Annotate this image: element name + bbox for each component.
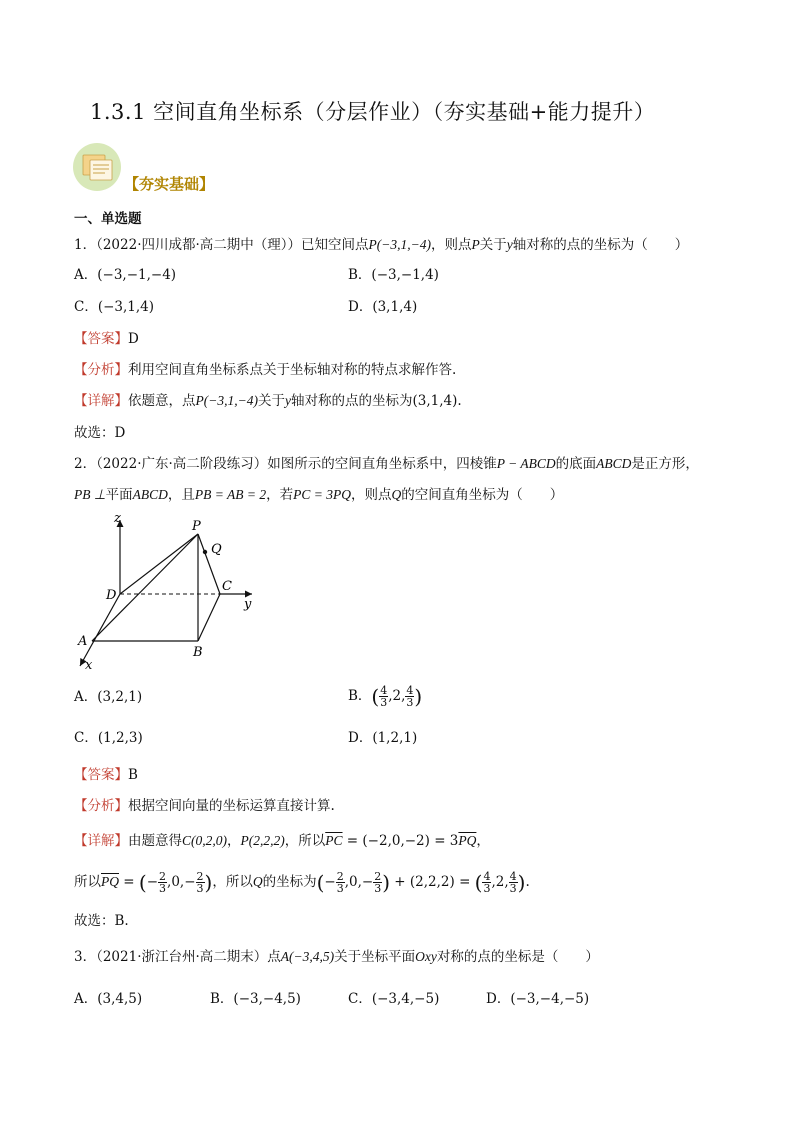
vector-pq: $\overline{PQ}$ [101, 874, 119, 889]
conclusion: 故选：B. [74, 913, 129, 929]
math-point: P(2,2,2) [240, 833, 285, 848]
label-x: x [85, 658, 93, 673]
question-text: ，且 [167, 487, 195, 503]
answer-line [74, 330, 139, 348]
option-value: (−3,4,−5) [371, 991, 440, 1007]
math-var: y [506, 237, 513, 252]
x-axis [80, 594, 120, 666]
math-expr: PB ⊥ [74, 487, 106, 502]
fraction: $\frac{2}{3}$ [196, 870, 204, 895]
math-expr: PC = 3PQ [293, 487, 351, 502]
math-expr: ABCD [132, 487, 168, 502]
option-a[interactable] [74, 688, 142, 706]
question-text: 点 [267, 949, 281, 965]
detail-text: ， [227, 833, 241, 849]
fraction: $\frac{2}{3}$ [374, 870, 382, 895]
detail-line [74, 392, 462, 410]
math-point: C(0,2,0) [182, 833, 227, 848]
math-point: P(−3,1,−4) [195, 393, 258, 408]
option-a[interactable] [74, 266, 176, 284]
option-label: A． [74, 991, 98, 1007]
question-text: ，则点 [350, 487, 392, 503]
pyramid-diagram [72, 508, 262, 678]
option-c[interactable] [74, 298, 154, 316]
detail-text: 由题意得 [128, 833, 182, 849]
pyramid-diagram-svg [72, 508, 262, 678]
question-text: 轴对称的点的坐标为（ ） [512, 237, 689, 253]
detail-text: ，所以 [284, 833, 326, 849]
option-label: D． [348, 299, 373, 315]
math-point: P(−3,1,−4) [368, 237, 432, 252]
option-value: (−3,−4,−5) [510, 991, 590, 1007]
option-value: (3,2,1) [97, 689, 143, 705]
option-label: C． [74, 299, 98, 315]
math-expr: PB = AB = 2 [194, 487, 267, 502]
option-value: (3,1,4) [372, 299, 418, 315]
question-text: 的底面 [555, 456, 597, 472]
option-a[interactable] [74, 990, 142, 1008]
option-label: D． [486, 991, 511, 1007]
option-d[interactable] [486, 990, 589, 1008]
option-c[interactable] [74, 729, 143, 747]
fraction: $\frac{4}{3}$ [509, 870, 517, 895]
math-point: A(−3,4,5) [280, 949, 335, 964]
option-value: (3,4,5) [97, 991, 143, 1007]
detail-text: ，所以 [212, 874, 253, 890]
label-a: A [78, 634, 88, 649]
option-value: (1,2,1) [372, 730, 418, 746]
answer-value: B [128, 767, 138, 783]
option-value: ,2, [388, 688, 406, 704]
fraction: $\frac{2}{3}$ [159, 870, 167, 895]
option-label: B． [348, 688, 372, 704]
question-text: 关于 [479, 237, 507, 253]
question-number: 3． [74, 949, 97, 965]
question-number: 2． [74, 456, 97, 472]
option-label: A． [74, 689, 98, 705]
detail-tag: 【详解】 [74, 833, 128, 849]
detail-text: 所以 [74, 874, 101, 890]
vector-pq: $\overline{PQ}$ [458, 833, 477, 848]
analysis-tag: 【分析】 [74, 798, 128, 814]
question-2 [74, 455, 699, 473]
math-expr: P − ABCD [496, 456, 556, 471]
option-label: C． [74, 730, 98, 746]
option-value: (1,2,3) [97, 730, 143, 746]
analysis-text: 根据空间向量的坐标运算直接计算. [128, 798, 335, 814]
math-var: Q [252, 874, 263, 889]
label-q: Q [211, 542, 222, 557]
math-point: (3,1,4) [412, 393, 458, 409]
conclusion: 故选：D [74, 425, 126, 441]
math-var: P [471, 237, 480, 252]
option-label: B． [348, 267, 372, 283]
detail-text: 依题意，点 [128, 393, 196, 409]
answer-value: D [128, 331, 139, 347]
math-expr: = [119, 874, 139, 890]
answer-tag: 【答案】 [74, 331, 128, 347]
math-expr: ,0,− [344, 874, 374, 890]
option-value: (−3,−1,4) [371, 267, 439, 283]
detail-tag: 【详解】 [74, 393, 128, 409]
question-text: 关于坐标平面 [334, 949, 416, 965]
analysis-line [74, 797, 335, 815]
question-text: 对称的点的坐标是（ ） [436, 949, 599, 965]
section-heading: 一、单选题 [74, 211, 142, 227]
question-source: （2022·广东·高二阶段练习） [96, 456, 268, 472]
label-c: C [222, 579, 232, 594]
option-b[interactable] [210, 990, 301, 1008]
detail-text: . [525, 874, 530, 890]
label-p: P [192, 519, 201, 534]
detail-text: 轴对称的点的坐标为 [290, 393, 413, 409]
option-label: A． [74, 267, 98, 283]
math-expr: = (−2,0,−2) = 3 [342, 833, 459, 849]
option-b[interactable] [348, 266, 439, 284]
math-var: y [284, 393, 291, 408]
math-var: Oxy [415, 949, 437, 964]
fraction: $\frac{4}{3}$ [380, 684, 388, 709]
option-d[interactable] [348, 729, 417, 747]
analysis-text: 利用空间直角坐标系点关于坐标轴对称的特点求解作答. [128, 362, 457, 378]
question-text: ，若 [266, 487, 294, 503]
option-value: (−3,1,4) [97, 299, 155, 315]
fraction: $\frac{4}{3}$ [406, 684, 414, 709]
option-label: B． [210, 991, 234, 1007]
label-z: z [114, 511, 121, 526]
math-expr: ABCD [596, 456, 632, 471]
option-c[interactable] [348, 990, 439, 1008]
question-text: ，则点 [431, 237, 472, 253]
label-d: D [106, 588, 117, 603]
label-b: B [193, 645, 203, 660]
option-d[interactable] [348, 298, 417, 316]
vector-pc: $\overline{PC}$ [325, 833, 343, 848]
answer-tag: 【答案】 [74, 767, 128, 783]
math-var: Q [391, 487, 402, 502]
section-badge: 【夯实基础】 [124, 175, 215, 193]
question-source: （2021·浙江台州·高二期末） [96, 949, 268, 965]
edge-pd [120, 534, 198, 594]
question-2-line2 [74, 486, 563, 504]
question-number: 1． [74, 237, 97, 253]
question-text: 如图所示的空间直角坐标系中，四棱锥 [267, 456, 497, 472]
option-label: C． [348, 991, 372, 1007]
detail-text: . [457, 393, 462, 409]
option-value: (−3,−1,−4) [97, 267, 177, 283]
label-y: y [244, 597, 252, 612]
question-text: 已知空间点 [301, 237, 369, 253]
document-notes-icon [72, 142, 122, 192]
option-value: (−3,−4,5) [233, 991, 301, 1007]
question-3 [74, 948, 599, 966]
page-title: 1.3.1 空间直角坐标系（分层作业）（夯实基础+能力提升） [90, 100, 656, 124]
question-text: 平面 [105, 487, 133, 503]
point-q [203, 550, 207, 554]
detail-line [74, 832, 490, 850]
detail-text: 关于 [257, 393, 285, 409]
detail-line-2: 所以$\overline{PQ}$ = (− $\frac{2}{3}$ ,0,− $\frac{2}{3}$ )，所以Q的坐标为(− $\frac{2}{3}$ ,0,− $\frac{2}{3}$ ) + (2,2,2) = ( $\frac{4}{3}$ ,2, $\frac{4}{3}$ ). [74, 870, 530, 895]
fraction: $\frac{2}{3}$ [336, 870, 344, 895]
math-expr: ,0,− [167, 874, 196, 890]
math-expr: + (2,2,2) = [390, 874, 475, 890]
question-1 [74, 236, 688, 254]
detail-text: 的坐标为 [262, 874, 317, 890]
edge-bc [198, 594, 220, 641]
analysis-tag: 【分析】 [74, 362, 128, 378]
fraction: $\frac{4}{3}$ [483, 870, 491, 895]
option-label: D． [348, 730, 373, 746]
analysis-line [74, 361, 456, 379]
detail-text: ， [476, 833, 490, 849]
option-b[interactable]: B．( $\frac{4}{3}$ ,2, $\frac{4}{3}$ ) [348, 684, 423, 709]
question-text: 的空间直角坐标为（ ） [401, 487, 564, 503]
math-expr: ,2, [491, 874, 509, 890]
question-source: （2022·四川成都·高二期中（理）） [96, 237, 302, 253]
question-text: 是正方形， [631, 456, 699, 472]
answer-line [74, 766, 138, 784]
